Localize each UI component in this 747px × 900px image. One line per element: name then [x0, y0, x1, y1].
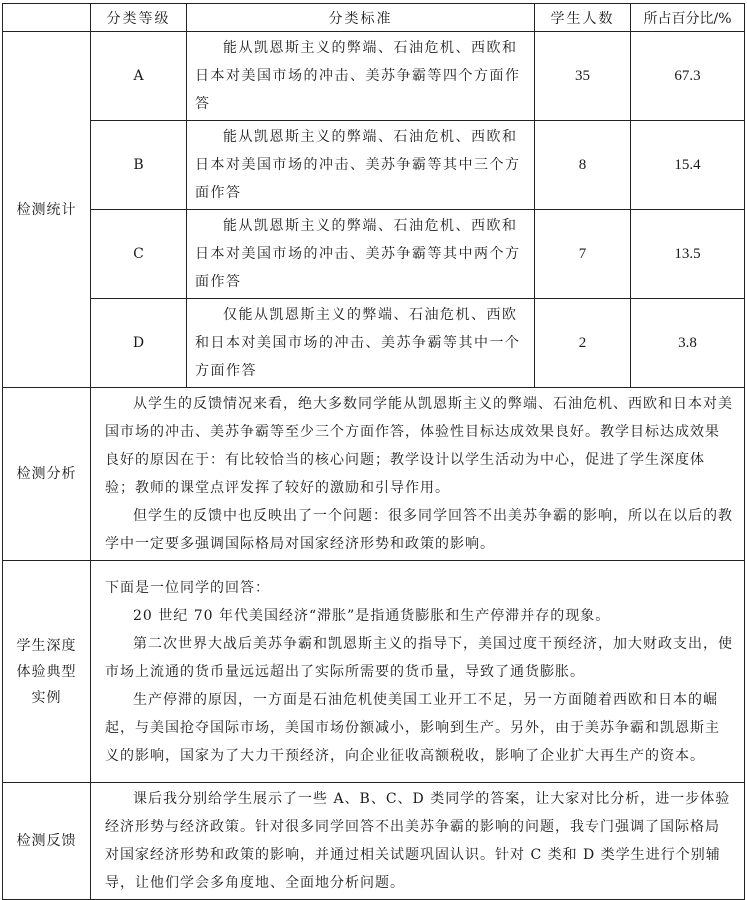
header-grade: 分类等级: [91, 4, 187, 32]
example-label: 学生深度体验典型实例: [3, 561, 91, 783]
percent-cell: 3.8: [631, 299, 745, 388]
header-count: 学生人数: [535, 4, 631, 32]
header-percent: 所占百分比/%: [631, 4, 745, 32]
feedback-label: 检测反馈: [3, 783, 91, 900]
count-cell: 8: [535, 121, 631, 210]
table-row: [3, 32, 745, 121]
example-text: [91, 561, 745, 783]
count-cell: 2: [535, 299, 631, 388]
table-row: [3, 210, 745, 299]
percent-cell: 67.3: [631, 32, 745, 121]
analysis-text: [91, 388, 745, 561]
example-paragraph: 20 世纪 70 年代美国经济“滞胀”是指通货膨胀和生产停滞并存的现象。: [133, 607, 611, 624]
table-row: [3, 121, 745, 210]
standard-cell: [187, 121, 535, 210]
example-paragraph: 生产停滞的原因，一方面是石油危机使美国工业开工不足，另一方面随着西欧和日本的崛起，与美国抢夺国际市场，美国市场份额减小，影响到生产。另外，由于美苏争霸和凯恩斯主义的影响，国家为了大力干预经济，向企业征收高额税收，影响了企业扩大再生产的资本。: [105, 691, 720, 764]
standard-cell: [187, 299, 535, 388]
standard-cell: [187, 210, 535, 299]
header-row: [3, 4, 745, 32]
standard-text: 能从凯恩斯主义的弊端、石油危机、西欧和日本对美国市场的冲击、美苏争霸等其中两个方面作答: [195, 218, 521, 290]
grade-cell: C: [91, 210, 187, 299]
example-paragraph: 第二次世界大战后美苏争霸和凯恩斯主义的指导下，美国过度干预经济，加大财政支出，使市场上流通的货币量远远超出了实际所需要的货币量，导致了通货膨胀。: [105, 635, 733, 680]
standard-text: 能从凯恩斯主义的弊端、石油危机、西欧和日本对美国市场的冲击、美苏争霸等其中三个方面作答: [195, 129, 521, 201]
header-empty: [3, 4, 91, 32]
stats-label: 检测统计: [3, 32, 91, 388]
analysis-paragraph: 但学生的反馈中也反映出了一个问题：很多同学回答不出美苏争霸的影响，所以在以后的教学中一定要多强调国际格局对国家经济形势和政策的影响。: [105, 508, 733, 552]
feedback-paragraph: 课后我分别给学生展示了一些 A、B、C、D 类同学的答案，让大家对比分析，进一步体验经济形势与经济政策。针对很多同学回答不出美苏争霸的影响的问题，我专门强调了国际格局对国家经济形势和政策的影响，并通过相关试题巩固认识。针对 C 类和 D 类学生进行个别辅导，让他们学会多角度地、全面地分析问题。: [105, 791, 731, 891]
analysis-label: 检测分析: [3, 388, 91, 561]
standard-text: 能从凯恩斯主义的弊端、石油危机、西欧和日本对美国市场的冲击、美苏争霸等四个方面作答: [195, 40, 521, 112]
example-intro: 下面是一位同学的回答：: [105, 579, 270, 596]
percent-cell: 13.5: [631, 210, 745, 299]
analysis-row: [3, 388, 745, 561]
grade-cell: A: [91, 32, 187, 121]
analysis-paragraph: 从学生的反馈情况来看，绝大多数同学能从凯恩斯主义的弊端、石油危机、西欧和日本对美国市场的冲击、美苏争霸等至少三个方面作答，体验性目标达成效果良好。教学目标达成效果良好的原因在于：有比较恰当的核心问题；教学设计以学生活动为中心，促进了学生深度体验；教师的课堂点评发挥了较好的激励和引导作用。: [105, 396, 733, 496]
grade-cell: D: [91, 299, 187, 388]
assessment-table: [2, 3, 745, 900]
count-cell: 7: [535, 210, 631, 299]
feedback-row: [3, 783, 745, 900]
table-row: [3, 299, 745, 388]
header-standard: 分类标准: [187, 4, 535, 32]
feedback-text: [91, 783, 745, 900]
standard-cell: [187, 32, 535, 121]
example-row: [3, 561, 745, 783]
percent-cell: 15.4: [631, 121, 745, 210]
grade-cell: B: [91, 121, 187, 210]
standard-text: 仅能从凯恩斯主义的弊端、石油危机、西欧和日本对美国市场的冲击、美苏争霸等其中一个方面作答: [195, 307, 521, 379]
count-cell: 35: [535, 32, 631, 121]
